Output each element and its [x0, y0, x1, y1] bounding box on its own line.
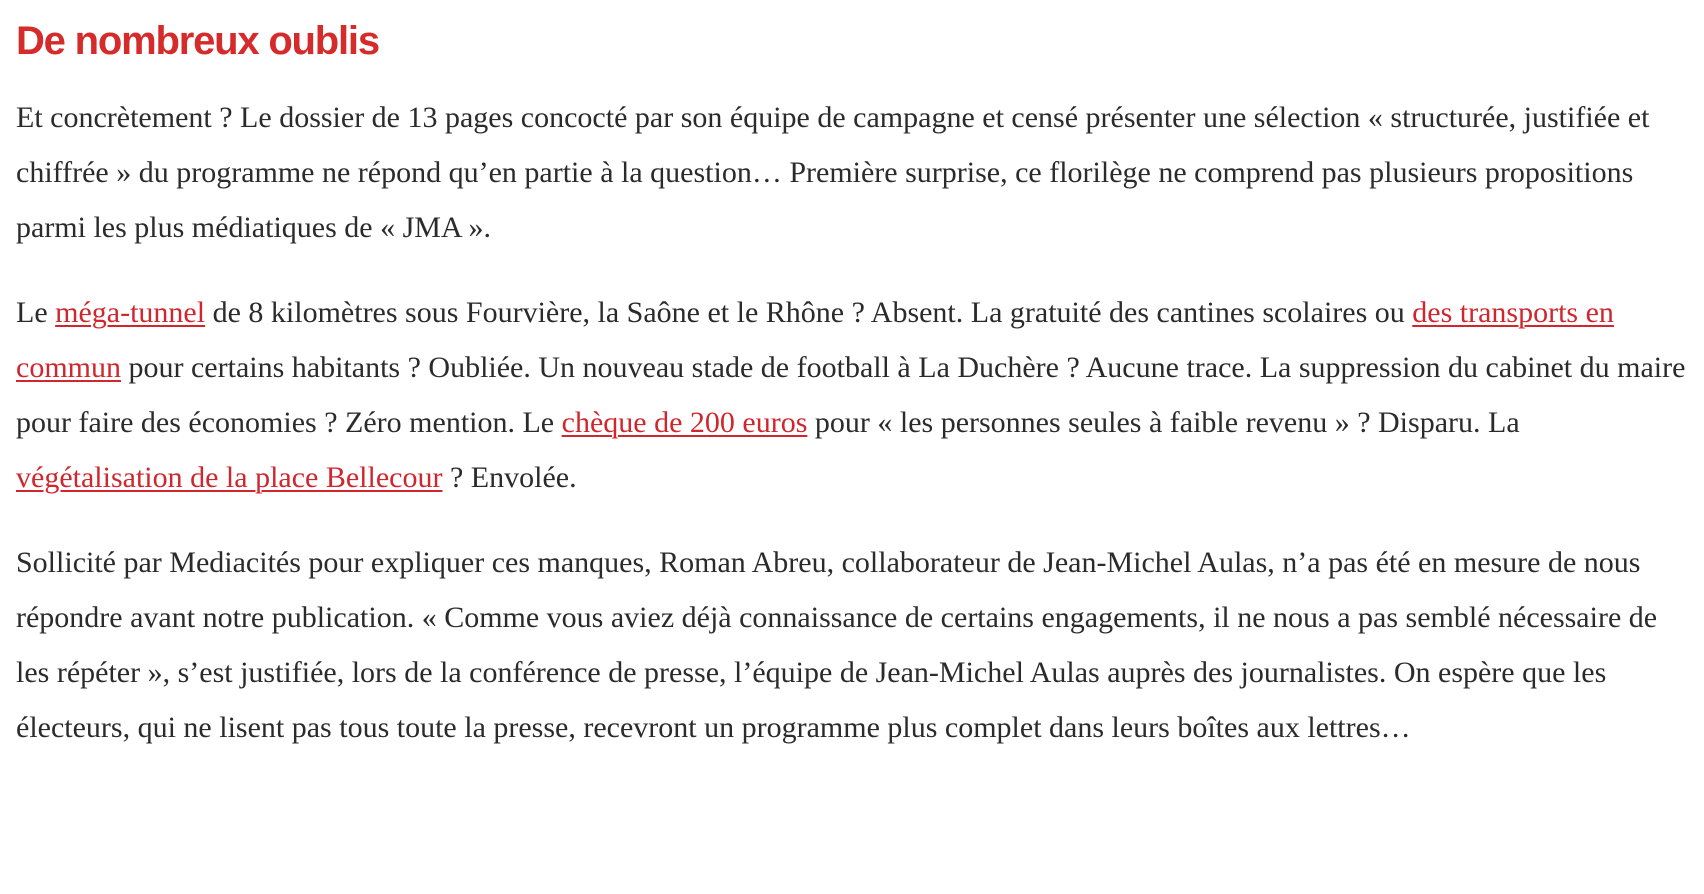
paragraph-intro: Et concrètement ? Le dossier de 13 pages concocté par son équipe de campagne et censé présenter une sélection « structurée, justifiée et chiffrée » du programme ne répond qu’en partie à la question… Première surprise, ce florilège ne comprend pas plusieurs propositions parmi les plus médiatiques de « JMA ».: [16, 101, 1650, 244]
link-transports-en-commun[interactable]: des transports en commun: [16, 296, 1614, 384]
paragraph-missing-proposals: [16, 285, 1688, 505]
link-cheque-200-euros[interactable]: chèque de 200 euros: [561, 406, 808, 439]
paragraph-text: ? Envolée.: [442, 461, 577, 494]
section-heading: De nombreux oublis: [16, 19, 379, 63]
link-vegetalisation-bellecour[interactable]: végétalisation de la place Bellecour: [16, 461, 443, 494]
paragraph-text: pour « les personnes seules à faible revenu » ? Disparu. La: [807, 406, 1520, 439]
paragraph-response: Sollicité par Mediacités pour expliquer ces manques, Roman Abreu, collaborateur de Jean-Michel Aulas, n’a pas été en mesure de nous répondre avant notre publication. « Comme vous aviez déjà connaissance de certains engagements, il ne nous a pas semblé nécessaire de les répéter », s’est justifiée, lors de la conférence de presse, l’équipe de Jean-Michel Aulas auprès des journalistes. On espère que les électeurs, qui ne lisent pas tous toute la presse, recevront un programme plus complet dans leurs boîtes aux lettres…: [16, 546, 1658, 744]
paragraph-text: pour certains habitants ? Oubliée. Un nouveau stade de football à La Duchère ? Aucune trace. La suppression du cabinet du maire pour faire des économies ? Zéro mention. Le: [16, 351, 1686, 439]
link-mega-tunnel[interactable]: méga-tunnel: [55, 296, 206, 329]
paragraph-text: Le: [16, 296, 56, 329]
paragraph-text: de 8 kilomètres sous Fourvière, la Saône et le Rhône ? Absent. La gratuité des cantines scolaires ou: [205, 296, 1413, 329]
